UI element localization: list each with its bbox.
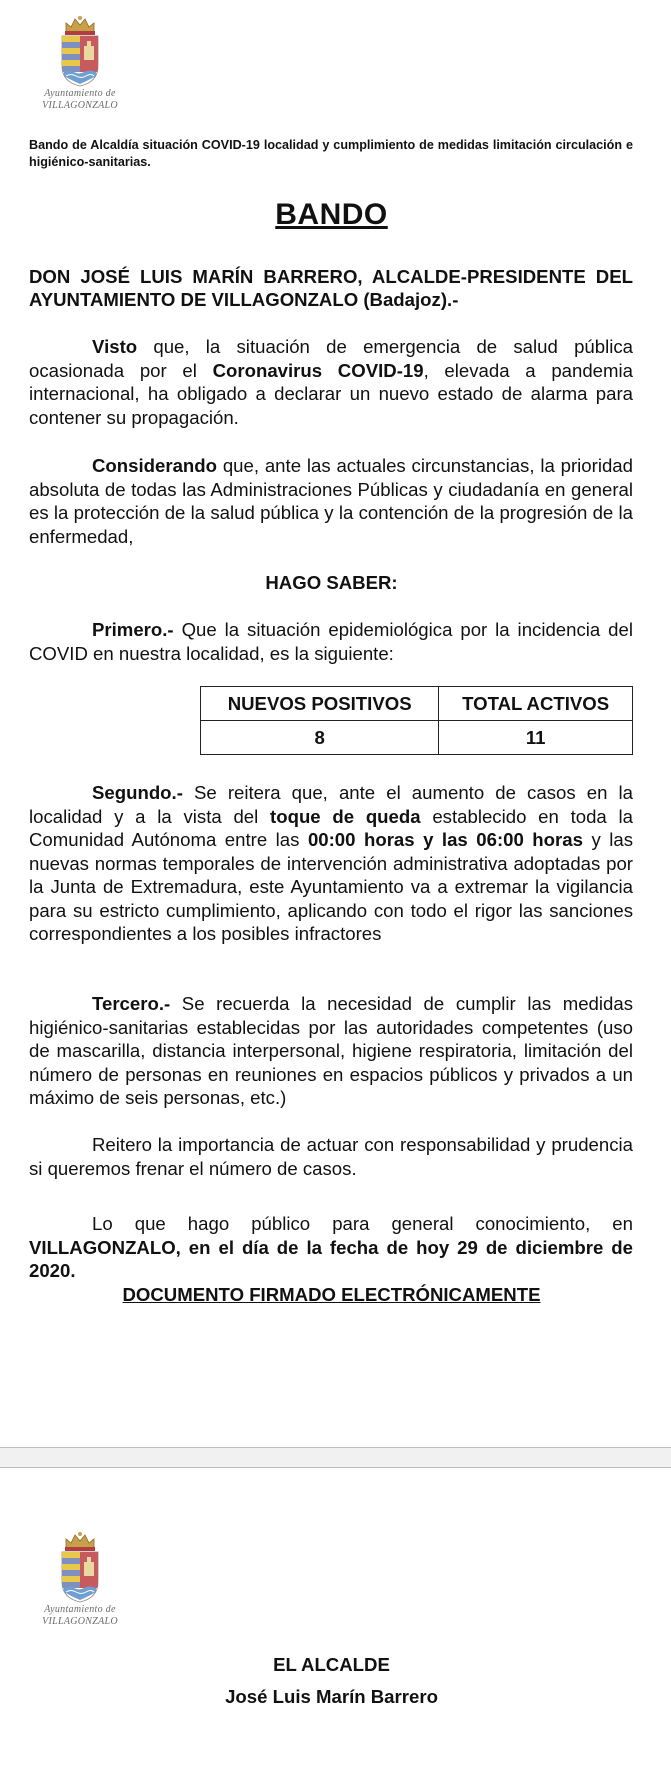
value-nuevos-positivos: 8 [201,721,439,755]
hago-saber-heading: HAGO SABER: [265,572,398,593]
page-2 [0,1468,671,1777]
value-total-activos: 11 [439,721,633,755]
coat-of-arms-icon [58,14,102,88]
logo-caption-line2: VILLAGONZALO [42,1616,118,1627]
considerando-lead: Considerando [92,455,217,476]
logo-caption-line1: Ayuntamiento de [44,1604,116,1615]
paragraph-segundo: Segundo.- Se reitera que, ante el aumento de casos en la localidad y a la vista del toque de queda establecido en toda la Comunidad Autónoma entre las 00:00 horas y las 06:00 horas y las nuevas normas temporales de intervención administrativa adoptadas por la Junta de Extremadura, este Ayuntamiento va a extremar la vigilancia para su estricto cumplimiento, aplicando con todo el rigor las sanciones correspondientes a los posibles infractores [29,782,633,944]
paragraph-considerando: Considerando que, ante las actuales circunstancias, la prioridad absoluta de todas las Administraciones Públicas y ciudadanía en general es la protección de la salud pública y la contención de la progresión de la enfermedad, [29,455,633,547]
logo-caption-line2: VILLAGONZALO [42,100,118,111]
covid-stats-table [200,686,633,755]
municipal-logo [30,14,130,112]
document-subject: Bando de Alcaldía situación COVID-19 localidad y cumplimiento de medidas limitación circulación e higiénico-sanitarias. [29,138,633,169]
table-header-row [201,687,633,721]
paragraph-visto: Visto que, la situación de emergencia de salud pública ocasionada por el Coronavirus COVID-19, elevada a pandemia internacional, ha obligado a declarar un nuevo estado de alarma para contener su propagación. [29,336,633,428]
logo-caption-line1: Ayuntamiento de [44,88,116,99]
table-row [201,721,633,755]
page-separator [0,1447,671,1468]
paragraph-primero: Primero.- Que la situación epidemiológica por la incidencia del COVID en nuestra localidad, es la siguiente: [29,619,633,664]
primero-lead: Primero.- [92,619,174,640]
paragraph-closing: Lo que hago público para general conocimiento, en VILLAGONZALO, en el día de la fecha de hoy 29 de diciembre de 2020. [29,1213,633,1281]
paragraph-tercero: Tercero.- Se recuerda la necesidad de cumplir las medidas higiénico-sanitarias establecidas por las autoridades competentes (uso de mascarilla, distancia interpersonal, higiene respiratoria, limitación del número de personas en reuniones en espacios públicos y privados a un máximo de seis personas, etc.) [29,993,633,1108]
coat-of-arms-icon [58,1530,102,1604]
signature-role: EL ALCALDE [273,1654,390,1675]
municipal-logo-2 [30,1530,130,1628]
tercero-lead: Tercero.- [92,993,171,1014]
document-title: BANDO [275,198,388,231]
signed-electronically-note: DOCUMENTO FIRMADO ELECTRÓNICAMENTE [122,1284,541,1305]
header-nuevos-positivos: NUEVOS POSITIVOS [201,687,439,721]
segundo-lead: Segundo.- [92,782,183,803]
mayor-heading: DON JOSÉ LUIS MARÍN BARRERO, ALCALDE-PRESIDENTE DEL AYUNTAMIENTO DE VILLAGONZALO (Badajoz).- [29,266,633,310]
signature-name: José Luis Marín Barrero [225,1686,438,1707]
paragraph-reitero: Reitero la importancia de actuar con responsabilidad y prudencia si queremos frenar el número de casos. [29,1134,633,1179]
visto-lead: Visto [92,336,138,357]
header-total-activos: TOTAL ACTIVOS [439,687,633,721]
